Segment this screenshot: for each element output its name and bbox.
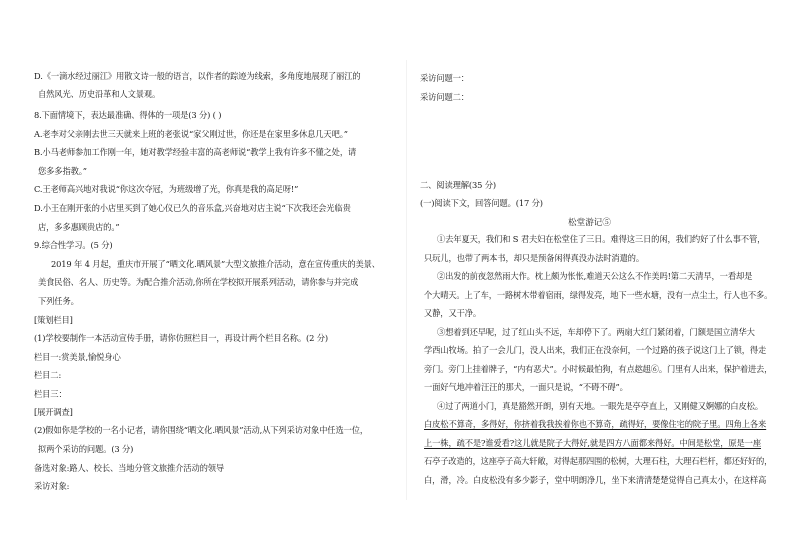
interview-target: 采访对象: <box>34 481 70 491</box>
section-label: [策划栏目] <box>34 315 73 325</box>
text-line: 下列任务。 <box>38 296 79 306</box>
option-b: B.小马老师参加工作刚一年，她对教学经验丰富的高老师说“教学上我有许多不懂之处，请 <box>34 147 357 157</box>
text-line: D.《一滴水经过丽江》用散文诗一般的语言，以作者的踪迹为线索，多角度地展现了丽江的 <box>34 71 361 81</box>
essay-line: 又静，又干净。 <box>424 308 482 318</box>
essay-title: 松堂游记⑤ <box>568 218 611 228</box>
option-d: D.小王在刚开张的小店里买到了她心仪已久的音乐盒,兴奋地对店主说“下次我还会光临贵 <box>34 203 351 213</box>
essay-line-underlined: 上一株，疏不是?谁爱看?这儿就是院子大得好,就是四方八面都来得好。中间是松堂，原是一座 <box>424 438 761 448</box>
question-9-stem: 9.综合性学习。(5 分) <box>34 240 113 250</box>
text-line: 自然风光、历史沿革和人文景观。 <box>38 89 161 99</box>
option-a: A.老李对父亲刚去世三天就来上班的老张说“家父刚过世，你还是在家里多休息几天吧。” <box>34 129 348 139</box>
column-divider <box>406 60 407 500</box>
column-three: 栏目三： <box>34 389 67 399</box>
essay-line: ③想着到还早呢，过了红山头不远，车却停下了。两扇大红门紧闭着，门额是国立清华大 <box>437 327 755 337</box>
interview-question-2: 采访问题二： <box>420 92 469 102</box>
option-c: C.王老师高兴地对我说“你这次夺冠，为班级增了光，你真是我的高足呀!” <box>34 184 299 194</box>
essay-line: 学西山牧场。拍了一会儿门，没人出来，我们正在没奈何，一个过路的孩子说这门上了锁，得走 <box>424 345 767 355</box>
interview-question-1: 采访问题一： <box>420 73 469 83</box>
candidate-list: 备选对象:路人、校长、当地分管文旅推介活动的领导 <box>34 463 225 473</box>
essay-line: 石亭子改造的，这座亭子高大轩敞，对得起那四围的松树，大理石柱，大理石栏杆，都还好好的， <box>424 456 773 466</box>
section-label: [展开调查] <box>34 407 73 417</box>
essay-line: ④过了两道小门，真是豁然开朗，别有天地。一眼先是亭亭直上，又刚健又婀娜的白皮松。 <box>437 401 763 411</box>
essay-line-underlined: 白皮松不算奇，多得好，你挤着我我挨着你也不算奇，疏得好，要像住宅的院子里。四角上各来 <box>424 419 767 429</box>
text-line: 2019 年 4 月起，重庆市开展了“晒文化.晒风景”大型文旅推介活动，意在宣传重庆的美景、 <box>51 259 380 269</box>
essay-line: 个大晴天。上了车，一路树木带着宿雨，绿得发亮，地下一些水塘，没有一点尘土，行人也不多。 <box>424 290 773 300</box>
question-8-stem: 8.下面情境下，表达最准确、得体的一项是(3 分) ( ) <box>34 110 222 120</box>
text-line: 美食民俗、名人、历史等。为配合推介活动,你所在学校拟开展系列活动，请你参与并完成 <box>38 277 359 287</box>
essay-line: 只玩儿，也带了两本书，却只是预备闲得真没办法时消遣的。 <box>424 253 644 263</box>
task-1: (1)学校要制作一本活动宣传手册，请你仿照栏目一，再设计两个栏目名称。(2 分) <box>34 333 328 343</box>
text-line: 店，多多惠顾贵店的。” <box>38 222 120 232</box>
sub-heading: (一)阅读下文，回答问题。(17 分) <box>420 198 543 208</box>
essay-line: 旁门。旁门上挂着牌子，“内有恶犬”。小时候最怕狗，有点趑趄⑥。门里有人出来，保护着进去， <box>424 364 773 374</box>
task-2: (2)假如你是学校的一名小记者，请你围绕“晒文化.晒风景”活动,从下列采访对象中任选一位， <box>34 425 369 435</box>
essay-line: 一面好气地冲着汪汪的那犬，一面只是说，“不碍不碍”。 <box>424 382 628 392</box>
section-heading: 二、阅读理解(35 分) <box>420 180 496 190</box>
text-line: 您多多指教。” <box>38 166 87 176</box>
column-one: 栏目一:赏美景,愉悦身心 <box>34 352 121 362</box>
text-line: 拟两个采访的问题。(3 分) <box>38 444 134 454</box>
essay-line: 白，滑，冷。白皮松没有多少影子，堂中明朗净几，坐下来清清楚楚觉得自己真太小，在这样高 <box>424 475 767 485</box>
essay-line: ①去年夏天，我们和 S 君夫妇在松堂住了三日。难得这三日的闲，我们约好了什么事不管， <box>437 234 766 244</box>
essay-line: ②出发的前夜忽然雨大作。枕上颇为怅怅,难道天公这么不作美吗!第二天清早，一看却是 <box>437 271 753 281</box>
column-two: 栏目二: <box>34 370 62 380</box>
